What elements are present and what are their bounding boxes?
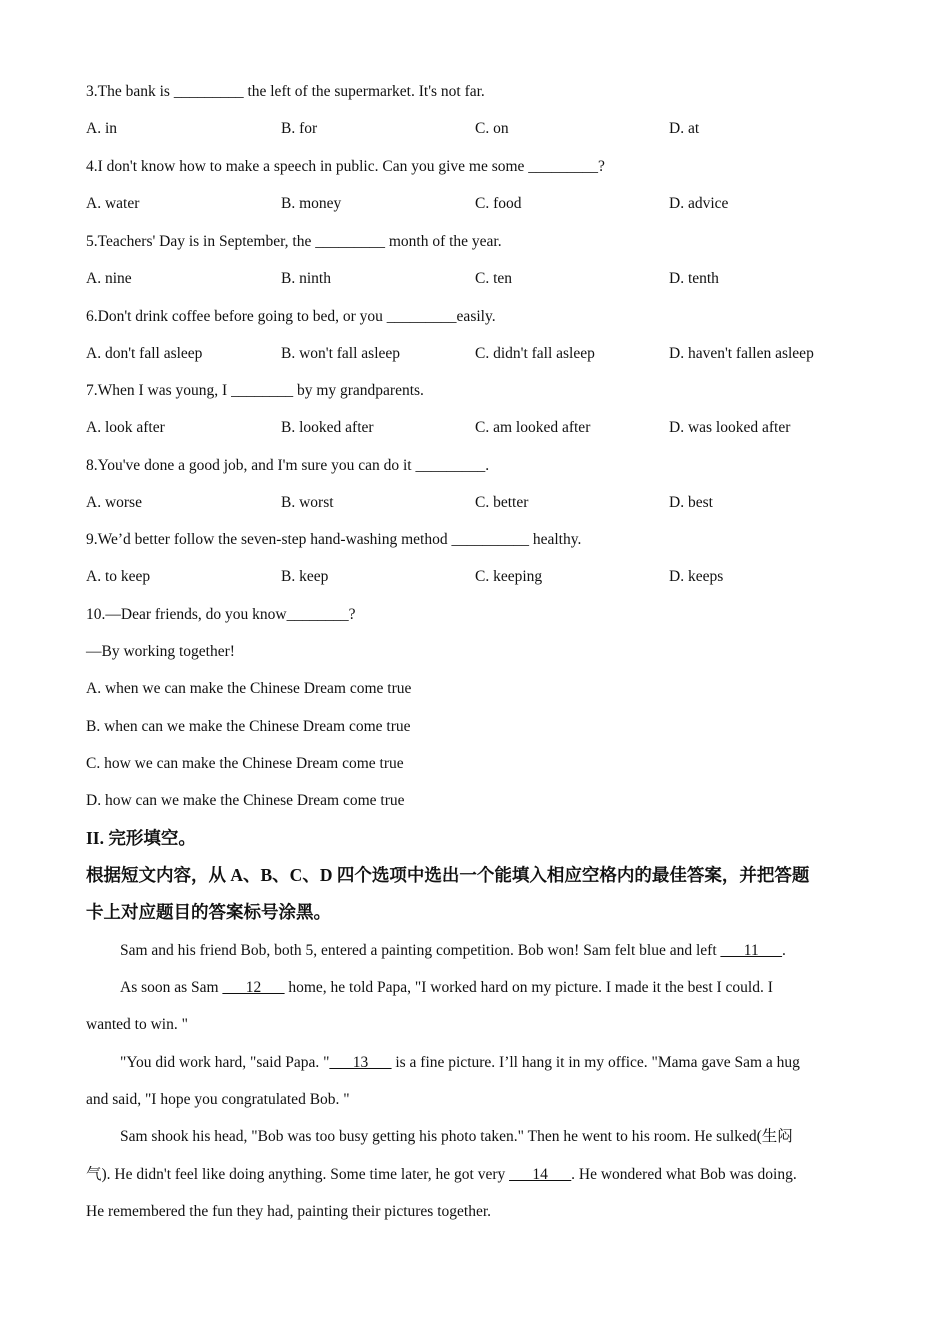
passage-paragraph-4: Sam shook his head, "Bob was too busy getting his photo taken." Then he went to his room. He sulked(生闷 bbox=[120, 1128, 793, 1145]
passage-paragraph-2-cont: wanted to win. " bbox=[86, 1016, 188, 1033]
question-8-option-b: B. worst bbox=[281, 494, 334, 511]
question-9-option-b: B. keep bbox=[281, 568, 329, 585]
question-5-option-d: D. tenth bbox=[669, 270, 719, 287]
passage-text: "You did work hard, "said Papa. " bbox=[120, 1054, 330, 1071]
section-2-instruction-line-2: 卡上对应题目的答案标号涂黑。 bbox=[86, 902, 331, 922]
passage-paragraph-3 bbox=[120, 1053, 800, 1073]
question-7-option-a: A. look after bbox=[86, 419, 165, 436]
question-5-option-b: B. ninth bbox=[281, 270, 331, 287]
passage-text: . bbox=[781, 942, 786, 959]
question-9-option-c: C. keeping bbox=[475, 568, 543, 585]
question-9-option-a: A. to keep bbox=[86, 568, 151, 585]
question-9-stem: 9.We’d better follow the seven-step hand-washing method __________ healthy. bbox=[86, 531, 582, 548]
passage-text: As soon as Sam bbox=[120, 979, 223, 996]
passage-paragraph-2 bbox=[120, 978, 773, 998]
question-10-option-b: B. when can we make the Chinese Dream come true bbox=[86, 718, 411, 735]
question-7-option-d: D. was looked after bbox=[669, 419, 791, 436]
question-6-option-c: C. didn't fall asleep bbox=[475, 345, 595, 362]
passage-text: home, he told Papa, "I worked hard on my picture. I made it the best I could. I bbox=[284, 979, 773, 996]
passage-text: . He wondered what Bob was doing. bbox=[571, 1166, 797, 1183]
question-3-option-b: B. for bbox=[281, 120, 318, 137]
question-5-option-a: A. nine bbox=[86, 270, 132, 287]
question-10-option-a: A. when we can make the Chinese Dream come true bbox=[86, 680, 412, 697]
question-4-option-a: A. water bbox=[86, 195, 140, 212]
question-3-stem: 3.The bank is _________ the left of the supermarket. It's not far. bbox=[86, 83, 485, 100]
passage-text: Sam and his friend Bob, both 5, entered a painting competition. Bob won! Sam felt blue and left bbox=[120, 942, 721, 959]
question-10-option-c: C. how we can make the Chinese Dream come true bbox=[86, 755, 404, 772]
question-8-option-d: D. best bbox=[669, 494, 713, 511]
question-8-option-a: A. worse bbox=[86, 494, 142, 511]
section-2-title: II. 完形填空。 bbox=[86, 828, 196, 848]
passage-text: 气). He didn't feel like doing anything. Some time later, he got very bbox=[86, 1166, 510, 1183]
question-3-option-c: C. on bbox=[475, 120, 509, 137]
question-6-option-b: B. won't fall asleep bbox=[281, 345, 401, 362]
question-4-option-d: D. advice bbox=[669, 195, 729, 212]
question-10-stem: 10.—Dear friends, do you know________? bbox=[86, 606, 356, 623]
question-6-option-d: D. haven't fallen asleep bbox=[669, 345, 814, 362]
question-5-stem: 5.Teachers' Day is in September, the _________ month of the year. bbox=[86, 233, 502, 250]
question-6-stem: 6.Don't drink coffee before going to bed, or you _________easily. bbox=[86, 308, 496, 325]
passage-paragraph-4-end: He remembered the fun they had, painting their pictures together. bbox=[86, 1203, 492, 1220]
passage-paragraph-4-cont bbox=[86, 1165, 797, 1185]
question-3-option-d: D. at bbox=[669, 120, 700, 137]
blank-11: ___11___ bbox=[720, 942, 782, 959]
question-7-stem: 7.When I was young, I ________ by my grandparents. bbox=[86, 382, 424, 399]
blank-12: ___12___ bbox=[222, 979, 285, 996]
blank-13: ___13___ bbox=[329, 1054, 392, 1071]
blank-14: ___14___ bbox=[509, 1166, 572, 1183]
passage-text: is a fine picture. I’ll hang it in my office. "Mama gave Sam a hug bbox=[391, 1054, 800, 1071]
passage-paragraph-1 bbox=[120, 941, 786, 961]
question-9-option-d: D. keeps bbox=[669, 568, 724, 585]
question-8-option-c: C. better bbox=[475, 494, 529, 511]
passage-paragraph-3-cont: and said, "I hope you congratulated Bob. " bbox=[86, 1091, 350, 1108]
section-2-instruction-line-1: 根据短文内容，从 A、B、C、D 四个选项中选出一个能填入相应空格内的最佳答案，并把答题 bbox=[86, 865, 810, 885]
question-7-option-b: B. looked after bbox=[281, 419, 374, 436]
question-5-option-c: C. ten bbox=[475, 270, 513, 287]
question-10-option-d: D. how can we make the Chinese Dream come true bbox=[86, 792, 405, 809]
question-6-option-a: A. don't fall asleep bbox=[86, 345, 203, 362]
question-7-option-c: C. am looked after bbox=[475, 419, 591, 436]
question-10-reply: —By working together! bbox=[86, 643, 235, 660]
question-4-stem: 4.I don't know how to make a speech in public. Can you give me some _________? bbox=[86, 158, 605, 175]
question-4-option-c: C. food bbox=[475, 195, 522, 212]
question-4-option-b: B. money bbox=[281, 195, 342, 212]
question-3-option-a: A. in bbox=[86, 120, 117, 137]
question-8-stem: 8.You've done a good job, and I'm sure you can do it _________. bbox=[86, 457, 490, 474]
